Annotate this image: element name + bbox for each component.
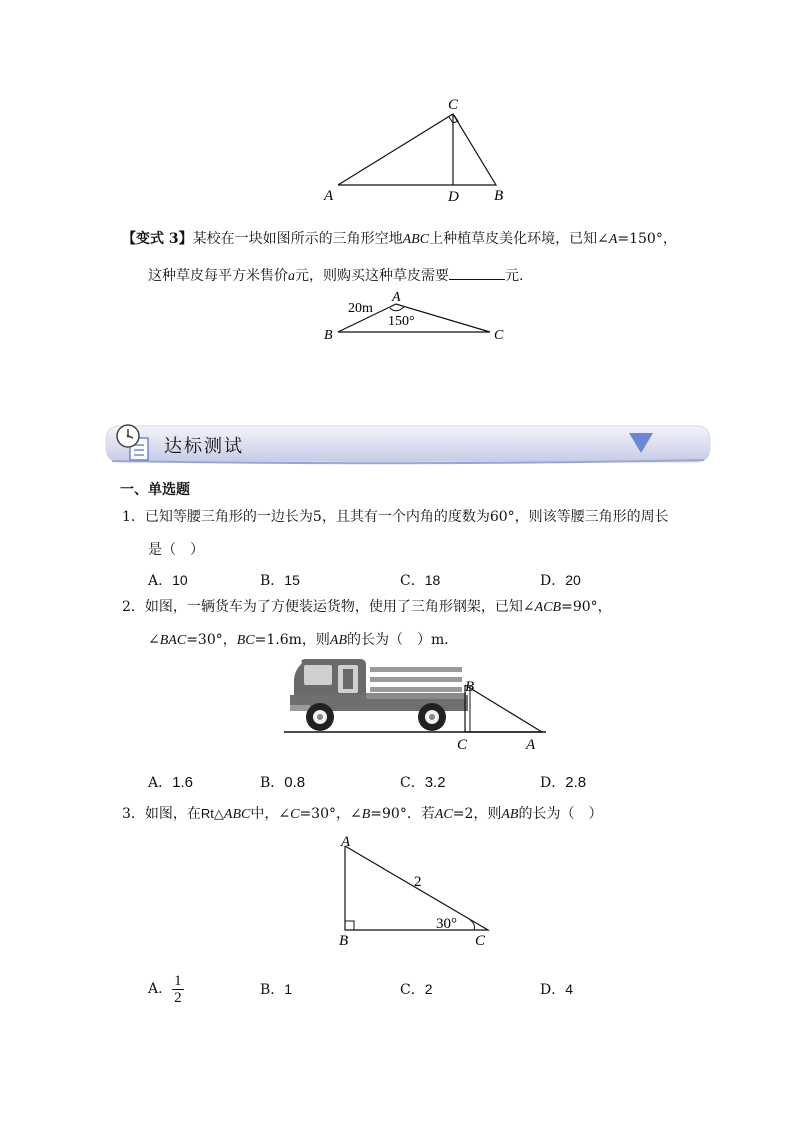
q3-option-c[interactable]: C．2 — [400, 981, 433, 998]
q2-option-d[interactable]: D．2.8 — [540, 774, 587, 791]
label-a: A — [324, 188, 334, 204]
q2-option-c[interactable]: C．3.2 — [400, 774, 446, 791]
section-title: 达标测试 — [164, 436, 244, 457]
q2-line2: ∠BAC=30°，BC=1.6m，则AB的长为（ ）m． — [148, 632, 459, 648]
q1-line2: 是（ ） — [148, 542, 204, 558]
section-heading: 一、单选题 — [120, 482, 190, 498]
label-d: D — [448, 189, 459, 205]
q3-line1: 3．如图，在Rt△ABC中，∠C=30°，∠B=90°．若AC=2，则AB的长为（ ） — [122, 806, 603, 822]
label-b: B — [324, 328, 333, 343]
label-side: 20m — [348, 301, 373, 316]
q1-option-d[interactable]: D．20 — [540, 572, 581, 589]
q1-option-c[interactable]: C．18 — [400, 572, 441, 589]
q2-number: 2． — [122, 599, 145, 615]
q3-option-d[interactable]: D．4 — [540, 981, 574, 998]
q1-number: 1． — [122, 509, 145, 525]
q3-option-a[interactable]: A． $\frac{1}{2}$ — [148, 972, 182, 1006]
q1-option-a[interactable]: A．10 — [148, 572, 188, 589]
label-angle: 30° — [436, 916, 457, 932]
label-side: 2 — [414, 874, 422, 890]
figure-obtuse-triangle — [318, 290, 518, 345]
variant3-line1: 【变式 3】某校在一块如图所示的三角形空地ABC上种植草皮美化环境，已知∠A=150°， — [122, 231, 677, 247]
variant3-tag: 【变式 3】 — [122, 231, 193, 247]
label-a: A — [341, 834, 351, 850]
fraction: $\frac{1}{2}$ — [174, 972, 182, 1006]
section-header — [104, 424, 712, 464]
q3-number: 3． — [122, 806, 145, 822]
figure-triangle-altitude — [310, 90, 530, 210]
figure-truck — [280, 655, 550, 755]
label-a: A — [526, 737, 536, 753]
label-b: B — [339, 933, 349, 949]
label-c: C — [457, 737, 468, 753]
clock-document-icon — [114, 422, 154, 464]
q3-option-b[interactable]: B．1 — [260, 981, 293, 998]
answer-blank[interactable] — [449, 265, 505, 280]
label-c: C — [494, 328, 504, 343]
q1-line1: 1．已知等腰三角形的一边长为5，且其有一个内角的度数为60°，则该等腰三角形的周长 — [122, 509, 669, 525]
figure-right-triangle-30 — [330, 832, 510, 952]
variant3-line2: 这种草皮每平方米售价a元，则购买这种草皮需要 元. — [148, 265, 523, 287]
label-b: B — [494, 188, 504, 204]
q1-option-b[interactable]: B．15 — [260, 572, 300, 589]
q2-option-b[interactable]: B．0.8 — [260, 774, 306, 791]
label-c: C — [448, 97, 459, 113]
label-c: C — [475, 933, 486, 949]
q2-option-a[interactable]: A．1.6 — [148, 774, 193, 791]
label-b: B — [465, 679, 475, 695]
q2-line1: 2．如图，一辆货车为了方便装运货物，使用了三角形钢架，已知∠ACB=90°， — [122, 599, 612, 615]
label-angle: 150° — [388, 314, 415, 329]
triangle-down-icon — [628, 432, 654, 454]
label-a: A — [392, 290, 401, 305]
